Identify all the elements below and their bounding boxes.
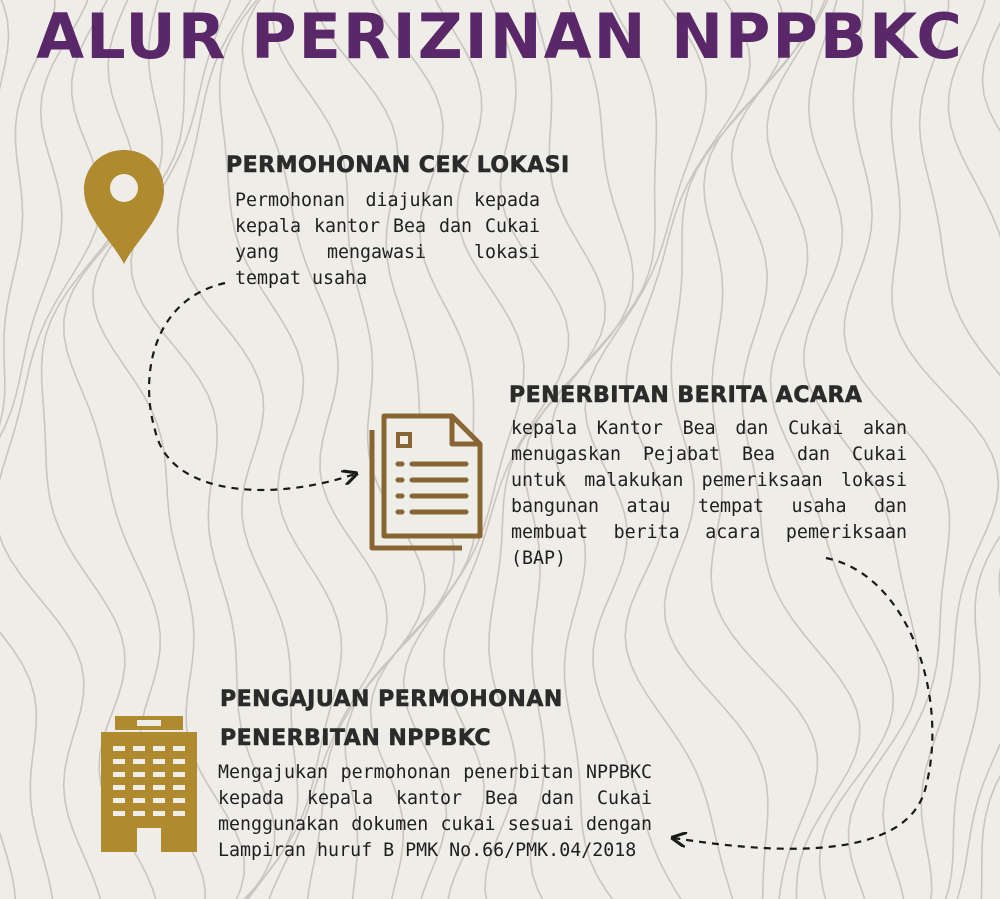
step-1-heading: PERMOHONAN CEK LOKASI	[226, 153, 570, 178]
step-2-description: kepala Kantor Bea dan Cukai akan menugaskan Pejabat Bea dan Cukai untuk malakukan pemeriksaan lokasi bangunan atau tempat usaha dan membuat berita acara pemeriksaan (BAP)	[511, 418, 907, 569]
arrow-step2-to-step3	[674, 558, 932, 849]
step-3-heading-line-1: PENGAJUAN PERMOHONAN	[220, 687, 563, 712]
step-1-description: Permohonan diajukan kepada kepala kantor Bea dan Cukai yang mengawasi lokasi tempat usaha	[235, 190, 540, 289]
step-3-description: Mengajukan permohonan penerbitan NPPBKC kepada kepala kantor Bea dan Cukai menggunakan dokumen cukai sesuai dengan Lampiran huruf B PMK No.66/PMK.04/2018	[218, 762, 652, 861]
page-title: ALUR PERIZINAN NPPBKC	[36, 0, 964, 73]
step-3-heading-line-2: PENERBITAN NPPBKC	[220, 726, 492, 751]
arrow-step1-to-step2	[149, 283, 355, 490]
step-2-heading: PENERBITAN BERITA ACARA	[509, 383, 863, 408]
